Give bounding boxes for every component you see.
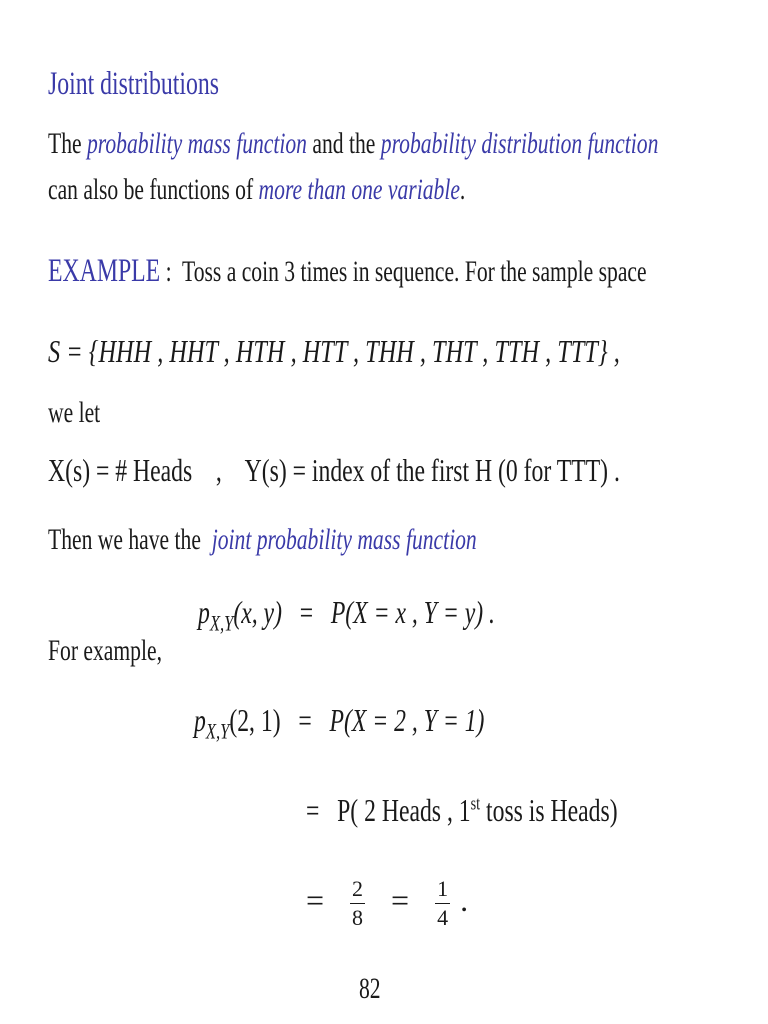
intro-text: The — [48, 127, 82, 160]
page-number: 82 — [359, 972, 381, 1005]
example-text: Toss a coin 3 times in sequence. For the sample space — [182, 255, 647, 288]
term-joint-pmf: joint probability mass function — [211, 523, 477, 556]
equation-line-3: = $\frac{2}{8}$ = $\frac{1}{4}$ . — [306, 876, 469, 930]
definitions-line: X(s) = # Heads , Y(s) = index of the first H (0 for TTT) . — [48, 452, 620, 488]
intro-text: can also be functions of — [48, 173, 254, 206]
for-example: For example, — [48, 634, 162, 667]
term-pdf: probability distribution function — [380, 127, 659, 160]
slide-title: Joint distributions — [48, 66, 219, 102]
x-definition: X(s) = # Heads — [48, 452, 193, 488]
equation-line-2: = P( 2 Heads , 1st toss is Heads) — [306, 792, 618, 828]
equation-line-1: $p_{X,Y}(2$, 1) = P(X = 2 , Y = 1) — [194, 702, 485, 744]
fraction-one-quarter: $\frac{1}{4}$ — [437, 876, 449, 930]
joint-pmf-equation: $p_{X,Y}(x$, y) = P(X = x , Y = y) . — [198, 594, 495, 636]
intro-line-1 — [48, 127, 768, 161]
y-definition: Y(s) = index of the first H (0 for TTT) . — [244, 452, 620, 488]
sample-space: S = {HHH , HHT , HTH , HTT , THH , THT , TTH , TTT} , — [48, 333, 620, 369]
intro-line-2: can also be functions of more than one variable. — [48, 173, 466, 206]
then-line: Then we have the joint probability mass function — [48, 523, 477, 556]
term-pmf: probability mass function — [86, 127, 307, 160]
intro-text: and the — [312, 127, 376, 160]
example-label: EXAMPLE — [48, 253, 161, 289]
example-line: EXAMPLE : Toss a coin 3 times in sequence. For the sample space — [48, 253, 647, 289]
we-let: we let — [48, 396, 101, 429]
fraction-two-eighths: $\frac{2}{8}$ — [352, 876, 364, 930]
term-multi-variable: more than one variable — [258, 173, 460, 206]
